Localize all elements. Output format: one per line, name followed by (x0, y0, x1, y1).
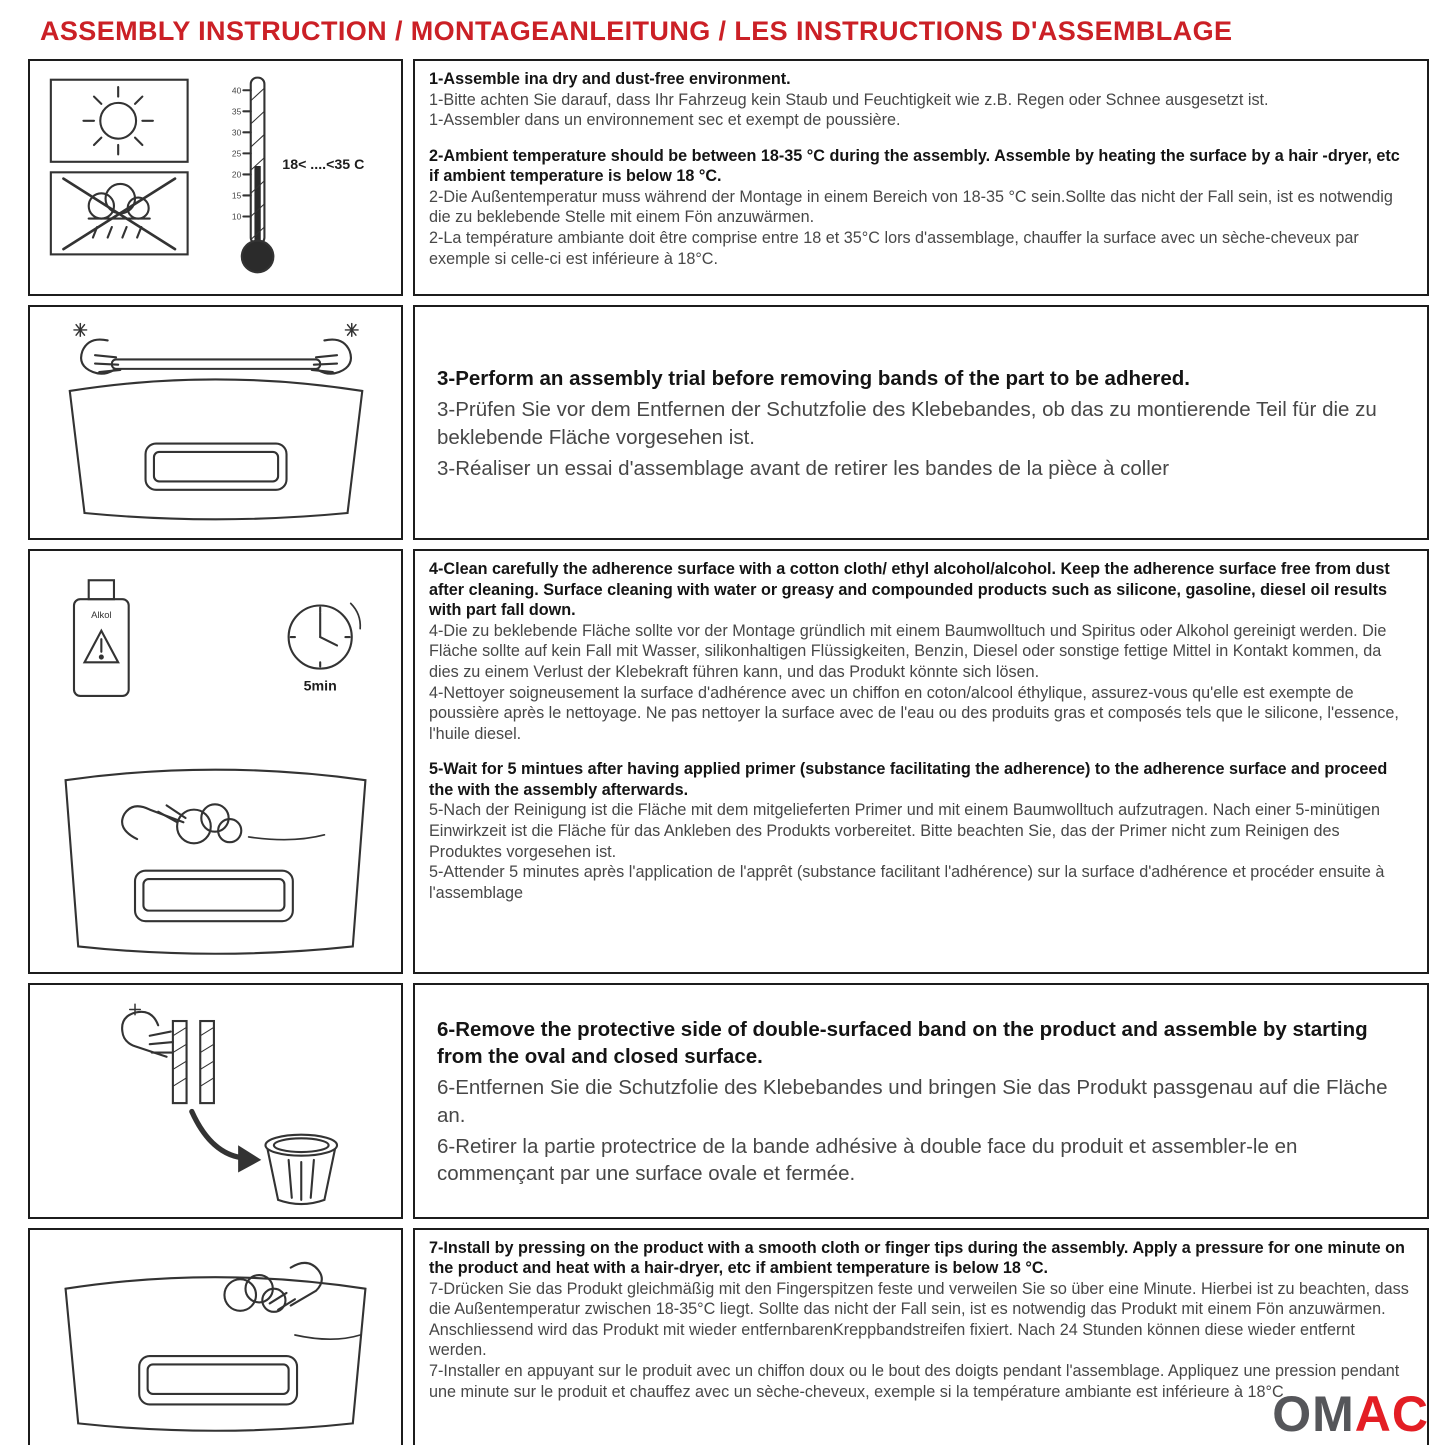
instruction-paragraph: 4-Nettoyer soigneusement la surface d'adhérence avec un chiffon en coton/alcool éthylique, assurez-vous qu'elle est exempte de poussière après le nettoyage. Ne pas nettoyer la surface avec de l'eau ou des produits gras et composés tels que le silicone, l'essence, l'huile diesel. (429, 683, 1399, 743)
car-panel-icon (66, 770, 366, 954)
pressing-hand-icon (224, 1263, 360, 1339)
omac-logo (1272, 1386, 1429, 1442)
left-hand-icon (74, 324, 120, 374)
instruction-paragraph: 5-Attender 5 minutes après l'application de l'apprêt (substance facilitant l'adhérence) sur la surface d'adhérence et procéder ensuite à l'assemblage (429, 863, 1385, 902)
cleaning-hand-icon (122, 805, 324, 844)
no-rain-icon (51, 172, 188, 254)
sun-icon (51, 80, 188, 162)
instruction-rows (28, 59, 1429, 1445)
instruction-paragraph: 4-Clean carefully the adherence surface with a cotton cloth/ ethyl alcohol/alcohol. Keep the adherence surface free from dust after cleaning. Surface cleaning with water or greasy and compounded products such as silicone, gasoline, diesel oil results with part fall down. (429, 560, 1390, 620)
car-panel-icon (66, 1277, 366, 1431)
instruction-paragraph: 2-La température ambiante doit être comprise entre 18 et 35°C lors d'assemblage, chauffer la surface avec un sèche-cheveux par exemple si celle-ci est inférieure à 18°C. (429, 228, 1359, 268)
svg-text:35: 35 (231, 106, 242, 117)
section-row-3 (28, 549, 1429, 973)
instruction-paragraph: 2-Die Außentemperatur muss während der Montage in einem Bereich von 18-35 °C sein.Sollte das nicht der Fall sein, ist es notwendig die zu beklebende Stelle mit einem Fön anzuwärmen. (429, 187, 1393, 227)
svg-text:20: 20 (231, 169, 242, 180)
svg-text:30: 30 (231, 127, 242, 138)
remove-band-illustration (34, 989, 397, 1213)
section-row-2 (28, 305, 1429, 540)
instruction-paragraph: 4-Die zu beklebende Fläche sollte vor der Montage gründlich mit einem Baumwolltuch und Spiritus oder Alkohol gereinigt werden. Die Fläche sollte auf kein Fall mit Wasser, silikonhaltigen Flüssigkeiten, Benzin, Diesel oder sonstige fettige Mittel in Kontakt kommen, da dies zu einem Verlust der Klebekraft führen kann, und das Produkt könnte sich lösen. (429, 621, 1387, 682)
illustration-assembly-trial (28, 305, 403, 540)
svg-text:40: 40 (231, 85, 242, 96)
instruction-paragraph: 2-Ambient temperature should be between 18-35 °C during the assembly. Assemble by heating the surface by a hair -dryer, etc if ambient temperature is below 18 °C. (429, 146, 1400, 186)
trim-strip-icon (112, 360, 320, 369)
trash-can-icon (265, 1134, 337, 1203)
press-install-illustration (34, 1234, 397, 1442)
instruction-paragraph: 5-Nach der Reinigung ist die Fläche mit dem mitgelieferten Primer und mit einem Baumwolltuch aufzutragen. Nach einer 5-minütigen Einwirkzeit ist die Fläche für das Ankleben des Produkts vorbereitet. Bitte beachten Sie, das der Primer nicht zum Reinigen des Produktes vorgesehen ist. (429, 801, 1381, 861)
text-cleaning (413, 549, 1429, 973)
text-remove-band (413, 983, 1429, 1219)
instruction-paragraph: 6-Entfernen Sie die Schutzfolie des Klebebandes und bringen Sie das Produkt passgenau auf die Fläche an. (437, 1076, 1388, 1127)
svg-text:10: 10 (231, 211, 242, 222)
text-assembly-trial (413, 305, 1429, 540)
illustration-press (28, 1228, 403, 1445)
instruction-paragraph: 7-Install by pressing on the product with a smooth cloth or finger tips during the assembly. Apply a pressure for one minute on the product and heat with a hair-dryer, etc if ambient temperature is below 18 °C. (429, 1238, 1405, 1278)
discard-arrow-icon (192, 1111, 261, 1172)
section-row-1 (28, 59, 1429, 296)
cleaning-primer-illustration (34, 555, 397, 967)
instruction-paragraph: 3-Perform an assembly trial before removing bands of the part to be adhered. (437, 367, 1190, 391)
alcohol-bottle-icon (74, 580, 129, 696)
bottle-label: Alkol (91, 610, 112, 622)
clock-icon (289, 604, 361, 695)
temperature-range-label: 18< ....<35 C (282, 157, 365, 174)
svg-text:15: 15 (231, 190, 242, 201)
instruction-paragraph: 7-Installer en appuyant sur le produit avec un chiffon doux ou le bout des doigts pendant l'assemblage. Appliquez une pression pendant une minute sur le produit et chauffez avec un sèche-cheveux, exemple si la température ambiante est inférieure à 18°C (429, 1362, 1400, 1401)
thermometer-icon (232, 78, 364, 273)
environment-temperature-illustration (34, 65, 397, 290)
text-environment (413, 59, 1429, 296)
illustration-environment (28, 59, 403, 296)
section-row-5 (28, 1228, 1429, 1445)
wait-time-label: 5min (303, 678, 337, 695)
logo-text-ac: AC (1354, 1386, 1429, 1442)
peeling-hand-icon (122, 1004, 173, 1057)
right-hand-icon (312, 324, 358, 374)
instruction-paragraph: 3-Réaliser un essai d'assemblage avant de retirer les bandes de la pièce à coller (437, 456, 1170, 480)
instruction-paragraph: 3-Prüfen Sie vor dem Entfernen der Schutzfolie des Klebebandes, ob das zu montierende Teil für die zu beklebende Fläche vorgesehen ist. (437, 398, 1377, 449)
instruction-paragraph: 6-Remove the protective side of double-surfaced band on the product and assemble by starting from the oval and closed surface. (437, 1017, 1368, 1069)
instruction-paragraph: 1-Bitte achten Sie darauf, dass Ihr Fahrzeug kein Staub und Feuchtigkeit wie z.B. Regen oder Schnee ausgesetzt ist. (429, 90, 1269, 109)
instruction-paragraph: 7-Drücken Sie das Produkt gleichmäßig mit den Fingerspitzen feste und verweilen Sie so über eine Minute. Hierbei ist zu beachten, dass die Außentemperatur zwischen 18-35°C liegt. Sollte das nicht der Fall sein, ist es notwendig das Produkt mit einem Fön anzuwärmen. Anschliessend wird das Produkt mit wieder entfernbarenKreppbandstreifen fixiert. Nach 24 Stunden können diese wieder entfernt werden. (429, 1279, 1409, 1360)
illustration-cleaning (28, 549, 403, 973)
car-trunk-icon (70, 380, 362, 520)
logo-text-om: OM (1272, 1386, 1355, 1442)
instruction-paragraph: 5-Wait for 5 mintues after having applied primer (substance facilitating the adherence) to the adherence surface and proceed the with the assembly afterwards. (429, 760, 1388, 799)
section-row-4 (28, 983, 1429, 1219)
page-title: ASSEMBLY INSTRUCTION / MONTAGEANLEITUNG / LES INSTRUCTIONS D'ASSEMBLAGE (40, 16, 1233, 46)
instruction-paragraph: 6-Retirer la partie protectrice de la bande adhésive à double face du produit et assembler-le en commençant par une surface ovale et fermée. (437, 1134, 1298, 1186)
instruction-paragraph: 1-Assembler dans un environnement sec et exempt de poussière. (429, 111, 901, 130)
svg-text:25: 25 (231, 148, 242, 159)
tape-strips-icon (173, 1021, 214, 1103)
trial-fit-illustration (34, 311, 397, 534)
instruction-paragraph: 1-Assemble ina dry and dust-free environment. (429, 70, 791, 88)
illustration-remove-band (28, 983, 403, 1219)
